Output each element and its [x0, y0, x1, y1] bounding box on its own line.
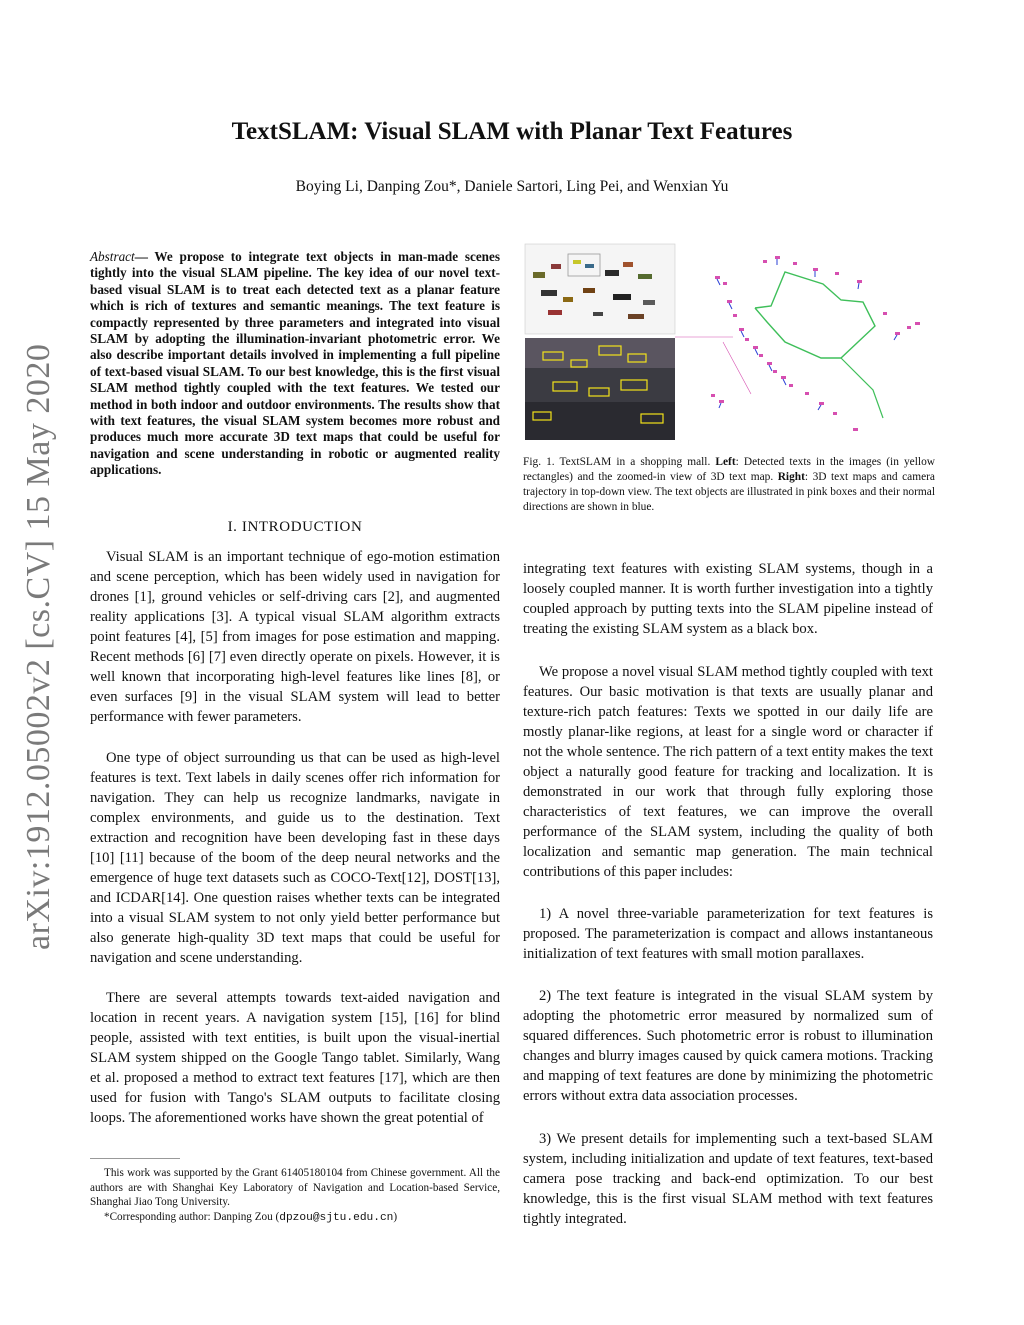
- figure-panel-topdown: [711, 256, 920, 431]
- abstract-text: — We propose to integrate text objects in man-made scenes tightly into the visual SLAM pipeline. The key idea of our novel text-based visual SLAM is to treat each detected text as a planar feature which is rich of textures and semantic meanings. The text feature is compactly represented by three parameters and integrated into visual SLAM by adopting the illumination-invariant photometric error. We also describe important details involved in implementing a full pipeline of text-based visual SLAM. To our best knowledge, this is the first visual SLAM method tightly coupled with the text features. We tested our method in both indoor and outdoor environments. The results show that with text features, the visual SLAM system becomes more robust and produces much more accurate 3D text maps that could be useful for navigation and scene understanding in robotic or augmented reality applications.: [90, 249, 500, 478]
- paper-title: TextSLAM: Visual SLAM with Planar Text Features: [231, 118, 793, 145]
- intro-paragraph-2: One type of object surrounding us that can be used as high-level features is text. Text labels in daily scenes offer rich information for navigation. They can help us recognize landmarks, navigate in complex environments, and guide us to the destination. Text extraction and recognition have been developing fast in these days [10] [11] because of the boom of the deep neural networks and the emergence of huge text datasets such as COCO-Text[12], DOST[13], and ICDAR[14]. One question raises whether texts can be integrated into a visual SLAM system to not only yield better performance but also generate high-quality 3D text maps that could be useful for navigation and scene understanding.: [90, 750, 500, 966]
- contribution-2: 2) The text feature is integrated in the visual SLAM system by adopting the photometric error measured by normalized sum of squared differences. Such photometric error is robust to illumination changes and blurry images caused by quick camera motions. Tracking and mapping of text features are done by minimizing the photometric errors without extra data association processes.: [523, 988, 933, 1104]
- contribution-1: 1) A novel three-variable parameterization for text features is proposed. The parameterization is compact and allows instantaneous initialization of text features with small motion parallaxes.: [523, 906, 933, 962]
- abstract-label: Abstract: [90, 249, 135, 264]
- footnote-corresponding: *Corresponding author: Danping Zou (dpzou@sjtu.edu.cn): [104, 1210, 398, 1224]
- paper-authors: Boying Li, Danping Zou*, Daniele Sartori, Ling Pei, and Wenxian Yu: [295, 178, 729, 195]
- contribution-3: 3) We present details for implementing such a text-based SLAM system, including initialization and update of text features, text-based camera pose tracking and back-end optimization. To our best knowledge, this is the first visual SLAM method with text features tightly integrated.: [523, 1131, 933, 1227]
- figure-panel-photo: [525, 338, 675, 440]
- section-heading-introduction: I. INTRODUCTION: [227, 519, 363, 535]
- right-paragraph-2: We propose a novel visual SLAM method tightly coupled with text features. Our basic motivation is that texts are usually planar and texture-rich patch features: Texts we spotted in our daily life are mostly planar-like regions, at least for a single word or character if not the whole sentence. The rich pattern of a text entity makes the text object a naturally good feature for tracking and localization. It is demonstrated in our work that through fully exploring those characteristics of text features, we can improve the overall performance of the SLAM system, including the quality of both localization and semantic map generation. The main technical contributions of this paper includes:: [523, 664, 933, 880]
- figure-panel-map-zoom: [525, 244, 675, 334]
- abstract: [90, 249, 500, 479]
- caption-left-label: Left: [715, 456, 736, 468]
- footnote-rule: [90, 1158, 180, 1159]
- intro-paragraph-3: There are several attempts towards text-aided navigation and location in recent years. A navigation system [15], [16] for blind people, assisted with text entities, is built upon the visual-inertial SLAM system shipped on the Google Tango tablet. Similarly, Wang et al. proposed a method to extract text features [17], which are then used for fusion with Tango's SLAM outputs to facilitate closing loops. The aforementioned works have shown the great potential of: [90, 990, 500, 1126]
- footnote-funding: This work was supported by the Grant 61405180104 from Chinese government. All the authors are with Shanghai Key Laboratory of Navigation and Location-based Service, Shanghai Jiao Tong University.: [90, 1167, 500, 1209]
- intro-paragraph-1: Visual SLAM is an important technique of ego-motion estimation and scene perception, which has been widely used in navigation for drones [1], ground vehicles or self-driving cars [2], and augmented reality applications [3]. A typical visual SLAM algorithm extracts point features [4], [5] from images for pose estimation and mapping. Recent methods [6] [7] even directly operate on pixels. However, it is well known that incorporating high-level features like lines [8], or even surfaces [9] in the visual SLAM system will lead to better performance with fewer parameters.: [90, 549, 500, 725]
- figure-1: [523, 242, 935, 442]
- author-email: dpzou@sjtu.edu.cn: [279, 1211, 394, 1224]
- figure-1-caption: Fig. 1. TextSLAM in a shopping mall. Left: Detected texts in the images (in yellow rectangles) and the zoomed-in view of 3D text map. Right: 3D text maps and camera trajectory in top-down view. The text objects are illustrated in pink boxes and their normal directions are shown in blue.: [523, 456, 935, 513]
- caption-right-label: Right: [777, 471, 805, 483]
- right-paragraph-1: integrating text features with existing SLAM systems, though in a loosely coupled manner. It is worth further investigation into a tightly coupled approach by putting texts into the SLAM pipeline instead of treating the existing SLAM system as a black box.: [523, 561, 933, 637]
- footnote: [90, 1166, 500, 1225]
- arxiv-identifier: arXiv:1912.05002v2 [cs.CV] 15 May 2020: [20, 343, 57, 950]
